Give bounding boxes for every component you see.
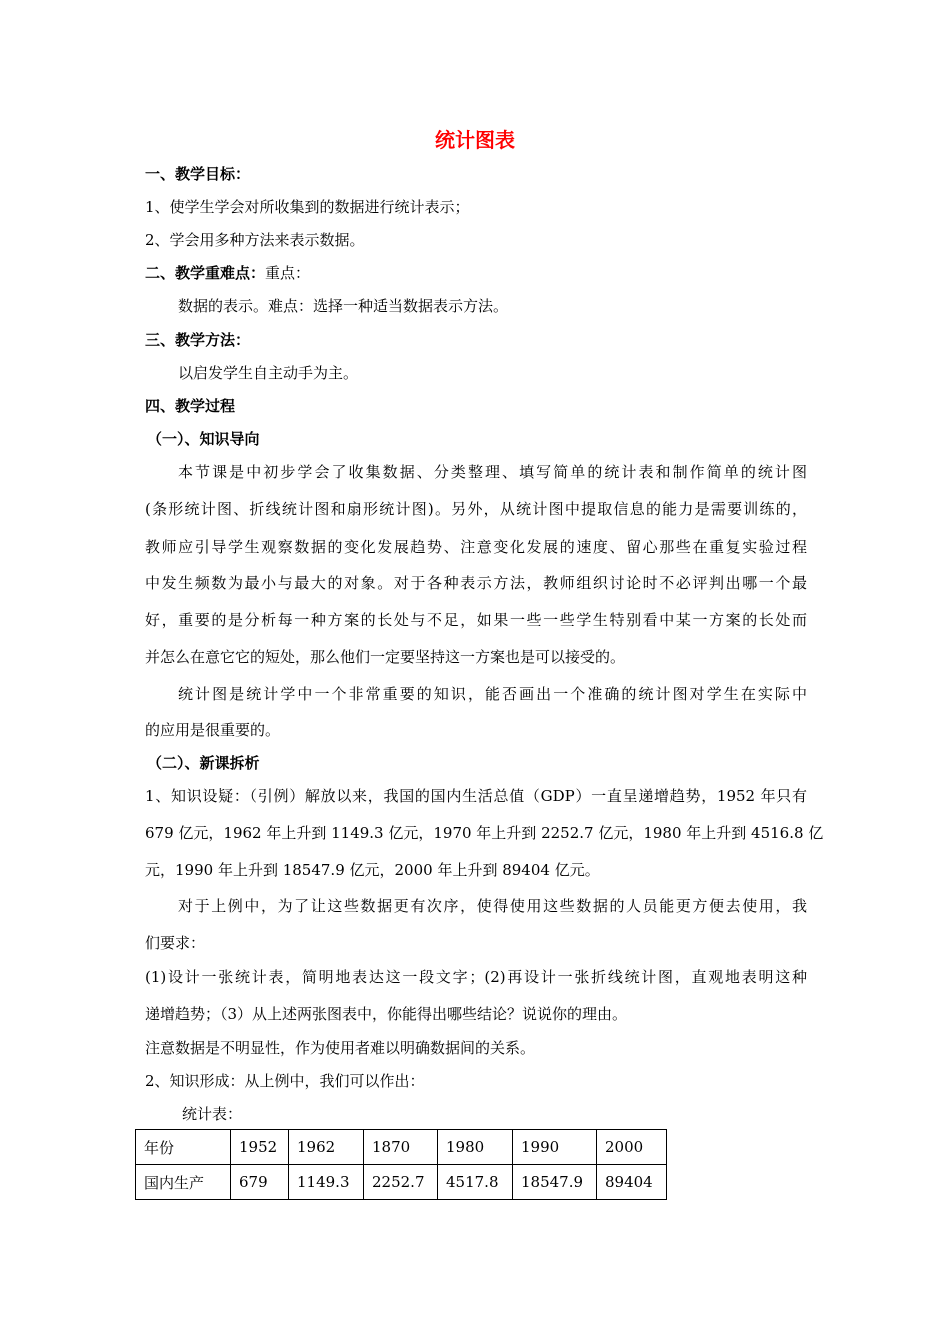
heading-teaching-process: 四、教学过程 xyxy=(145,397,236,415)
table-cell: 1990 xyxy=(513,1130,597,1165)
paragraph-line: 统计图是统计学中一个非常重要的知识，能否画出一个准确的统计图对学生在实际中 xyxy=(178,685,807,703)
table-cell: 4517.8 xyxy=(438,1165,513,1200)
heading-teaching-method: 三、教学方法： xyxy=(145,331,251,349)
table-caption: 统计表： xyxy=(182,1105,243,1123)
table-cell: 2252.7 xyxy=(364,1165,438,1200)
table-cell: 1952 xyxy=(231,1130,289,1165)
paragraph-line: 1、知识设疑：（引例）解放以来，我国的国内生活总值（GDP）一直呈递增趋势，1952 年只有 xyxy=(145,787,807,805)
note-line: 注意数据是不明显性，作为使用者难以明确数据间的关系。 xyxy=(145,1039,536,1057)
teaching-method-body: 以启发学生自主动手为主。 xyxy=(178,364,359,382)
table-cell: 2000 xyxy=(597,1130,667,1165)
heading-teaching-goals: 一、教学目标： xyxy=(145,165,251,183)
paragraph-line: (条形统计图、折线统计图和扇形统计图)。另外，从统计图中提取信息的能力是需要训练的， xyxy=(145,500,807,518)
paragraph-line: 递增趋势；（3）从上述两张图表中，你能得出哪些结论？说说你的理由。 xyxy=(145,1005,628,1023)
paragraph-line: 并怎么在意它它的短处，那么他们一定要坚持这一方案也是可以接受的。 xyxy=(145,648,626,666)
paragraph-line: 元，1990 年上升到 18547.9 亿元，2000 年上升到 89404 亿元。 xyxy=(145,861,600,879)
paragraph-line: 本节课是中初步学会了收集数据、分类整理、填写简单的统计表和制作简单的统计图 xyxy=(178,463,807,481)
paragraph-line: 对于上例中，为了让这些数据更有次序，使得使用这些数据的人员能更方便去使用，我 xyxy=(178,897,807,915)
table-cell: 1149.3 xyxy=(289,1165,364,1200)
paragraph-line: 的应用是很重要的。 xyxy=(145,721,281,739)
paragraph-line: 中发生频数为最小与最大的对象。对于各种表示方法，教师组织讨论时不必评判出哪一个最 xyxy=(145,574,807,592)
table-row xyxy=(136,1130,667,1165)
key-points-body: 数据的表示。难点：选择一种适当数据表示方法。 xyxy=(178,297,509,315)
goal-item-2: 2、学会用多种方法来表示数据。 xyxy=(145,231,365,249)
statistics-table xyxy=(135,1129,667,1200)
table-row xyxy=(136,1165,667,1200)
table-cell: 1962 xyxy=(289,1130,364,1165)
subheading-knowledge-guide: （一）、知识导向 xyxy=(147,430,260,448)
table-cell: 1870 xyxy=(364,1130,438,1165)
table-cell: 年份 xyxy=(136,1130,231,1165)
table-cell: 89404 xyxy=(597,1165,667,1200)
paragraph-line: 们要求： xyxy=(145,934,206,952)
document-title: 统计图表 xyxy=(435,128,515,152)
table-cell: 18547.9 xyxy=(513,1165,597,1200)
paragraph-line: 好，重要的是分析每一种方案的长处与不足，如果一些一些学生特别看中某一方案的长处而 xyxy=(145,611,807,629)
subheading-new-lesson: （二）、新课拆析 xyxy=(147,754,260,772)
table-cell: 679 xyxy=(231,1165,289,1200)
knowledge-formation-line: 2、知识形成：从上例中，我们可以作出： xyxy=(145,1072,425,1090)
heading-key-points xyxy=(145,263,310,283)
table-cell: 国内生产 xyxy=(136,1165,231,1200)
paragraph-line: 679 亿元，1962 年上升到 1149.3 亿元，1970 年上升到 2252.7 亿元，1980 年上升到 4516.8 亿 xyxy=(145,824,824,842)
goal-item-1: 1、使学生学会对所收集到的数据进行统计表示； xyxy=(145,198,470,216)
paragraph-line: 教师应引导学生观察数据的变化发展趋势、注意变化发展的速度、留心那些在重复实验过程 xyxy=(145,538,807,556)
table-cell: 1980 xyxy=(438,1130,513,1165)
paragraph-line: (1)设计一张统计表，简明地表达这一段文字；(2)再设计一张折线统计图，直观地表明这种 xyxy=(145,968,807,986)
key-points-tail: 重点： xyxy=(265,264,311,282)
key-points-label: 二、教学重难点： xyxy=(145,264,266,282)
